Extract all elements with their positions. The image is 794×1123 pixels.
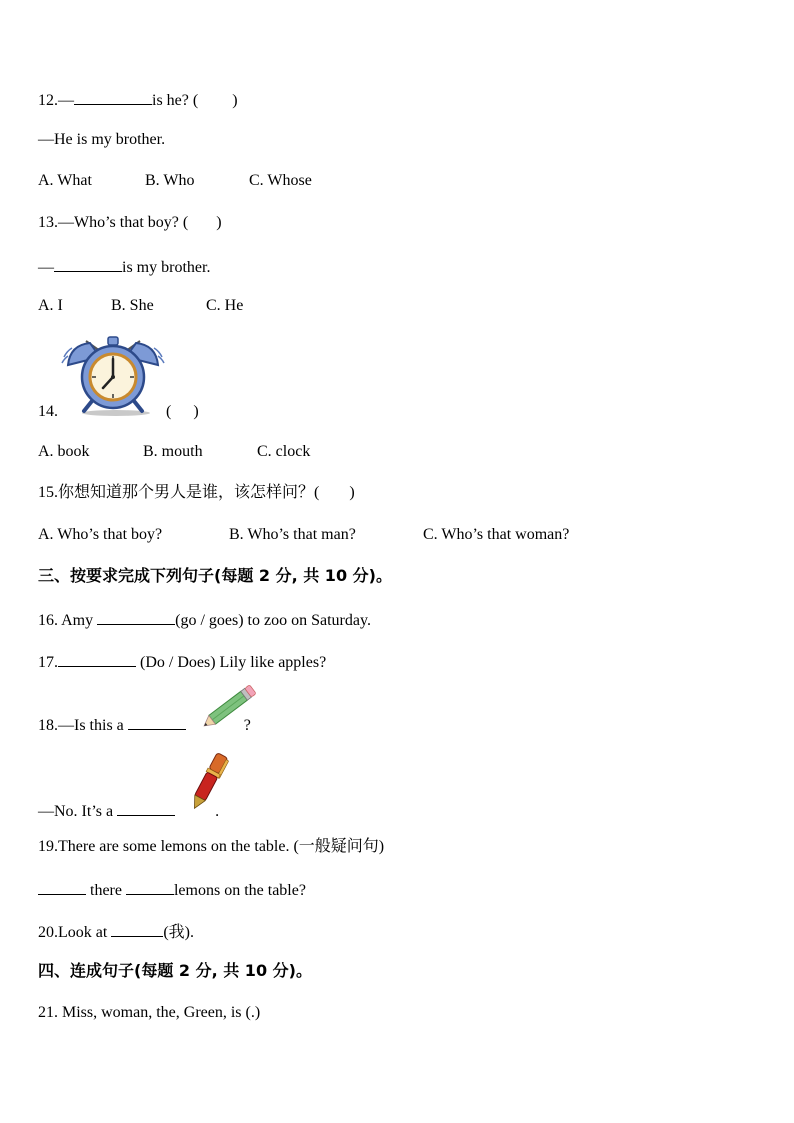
q15-paren-close: ) [349, 484, 355, 501]
q13-stem: 13.—Who’s that boy? ( [38, 214, 189, 231]
question-18-line2 [38, 799, 219, 822]
q15-stem: 15.你想知道那个男人是谁，该怎样问？( [38, 484, 320, 501]
q19-blank-1[interactable] [38, 878, 86, 895]
q14-option-c[interactable]: C. clock [257, 443, 311, 460]
q16-blank[interactable] [97, 608, 175, 625]
q14-paren-open: ( [166, 403, 172, 420]
q14-paren-close: ) [193, 403, 199, 420]
question-17 [38, 650, 326, 673]
q14-option-a[interactable]: A. book [38, 443, 90, 460]
question-19: 19.There are some lemons on the table. (一般疑问句) [38, 838, 385, 855]
q13-paren-close: ) [216, 214, 222, 231]
question-16 [38, 608, 371, 631]
q15-option-c[interactable]: C. Who’s that woman? [423, 526, 570, 543]
q12-answer: —He is my brother. [38, 131, 166, 148]
q17-blank[interactable] [58, 650, 136, 667]
question-14 [38, 402, 199, 422]
question-12 [38, 88, 238, 111]
q19-end: lemons on the table? [173, 882, 306, 899]
q13-option-b[interactable]: B. She [111, 297, 154, 314]
q14-options [38, 442, 310, 462]
q15-options [38, 525, 569, 545]
q13-options [38, 296, 243, 316]
question-13 [38, 213, 222, 233]
q13-sentence [38, 255, 210, 278]
q12-blank[interactable] [74, 88, 152, 105]
q14-number: 14. [38, 403, 58, 420]
question-20 [38, 920, 194, 943]
q13-option-a[interactable]: A. I [38, 297, 63, 314]
q12-option-a[interactable]: A. What [38, 172, 92, 189]
q17-after: (Do / Does) Lily like apples? [140, 654, 327, 671]
q12-option-c[interactable]: C. Whose [249, 172, 312, 189]
q14-option-b[interactable]: B. mouth [143, 443, 203, 460]
q18-line1-after: ? [243, 717, 251, 734]
q19-mid: there [90, 882, 122, 899]
q18-blank-1[interactable] [128, 713, 186, 730]
q18-line2-before: —No. It’s a [38, 803, 114, 820]
question-15 [38, 483, 355, 503]
question-18-line1 [38, 713, 251, 736]
q16-after: (go / goes) to zoo on Saturday. [175, 612, 371, 629]
q19-rewrite [38, 878, 306, 901]
q18-blank-2[interactable] [117, 799, 175, 816]
q12-text: is he? ( [152, 92, 199, 109]
q15-option-a[interactable]: A. Who’s that boy? [38, 526, 163, 543]
q17-number: 17. [38, 654, 58, 671]
section-4-title: 四、连成句子(每题 2 分, 共 10 分)。 [38, 961, 312, 980]
q19-blank-2[interactable] [126, 878, 174, 895]
q12-option-b[interactable]: B. Who [145, 172, 195, 189]
q12-paren-close: ) [232, 92, 238, 109]
q13-blank[interactable] [54, 255, 122, 272]
q12-options [38, 171, 312, 191]
q13-dash: — [38, 259, 54, 276]
q12-dash: — [58, 92, 74, 109]
q20-after: (我). [163, 924, 194, 941]
q20-before: 20.Look at [38, 924, 108, 941]
q20-blank[interactable] [111, 920, 163, 937]
q16-before: 16. Amy [38, 612, 94, 629]
q13-text: is my brother. [122, 259, 211, 276]
q18-line2-after: . [215, 803, 220, 820]
section-3-title: 三、按要求完成下列句子(每题 2 分, 共 10 分)。 [38, 566, 392, 585]
q18-line1-before: 18.—Is this a [38, 717, 124, 734]
question-21: 21. Miss, woman, the, Green, is (.) [38, 1004, 261, 1021]
q12-number: 12. [38, 92, 58, 109]
q15-option-b[interactable]: B. Who’s that man? [229, 526, 356, 543]
q13-option-c[interactable]: C. He [206, 297, 244, 314]
